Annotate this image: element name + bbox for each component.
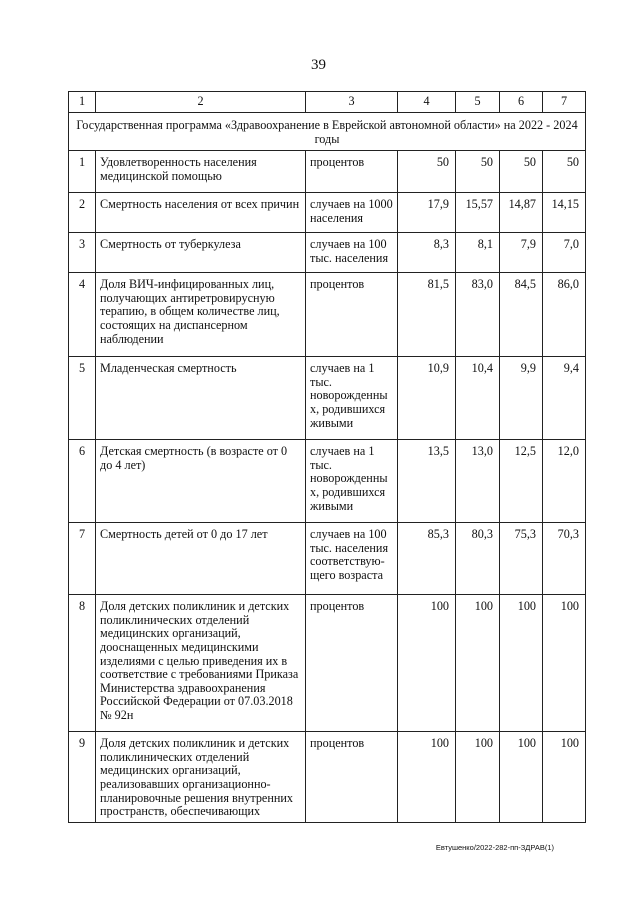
indicator-name: Младенческая смертность: [96, 357, 306, 440]
row-number: 3: [69, 233, 96, 273]
table-row: [69, 732, 586, 823]
value-cell: 85,3: [398, 523, 456, 595]
value-cell: 13,0: [456, 440, 500, 523]
value-cell: 13,5: [398, 440, 456, 523]
header-cell: 3: [306, 92, 398, 113]
unit-cell: случаев на 1 тыс. новорожденных, родившихся живыми: [306, 357, 398, 440]
footer-code: Евтушенко/2022-282-пп-ЗДРАВ(1): [435, 843, 554, 852]
header-cell: 1: [69, 92, 96, 113]
value-cell: 83,0: [456, 273, 500, 357]
row-number: 5: [69, 357, 96, 440]
row-number: 7: [69, 523, 96, 595]
value-cell: 100: [500, 595, 543, 732]
header-cell: 2: [96, 92, 306, 113]
unit-cell: случаев на 100 тыс. населения: [306, 233, 398, 273]
value-cell: 100: [500, 732, 543, 823]
page-number: 39: [311, 57, 326, 73]
value-cell: 14,87: [500, 193, 543, 233]
indicator-name: Смертность детей от 0 до 17 лет: [96, 523, 306, 595]
value-cell: 9,9: [500, 357, 543, 440]
unit-cell: случаев на 1 тыс. новорожденных, родившихся живыми: [306, 440, 398, 523]
table-row: [69, 273, 586, 357]
unit-cell: процентов: [306, 732, 398, 823]
value-cell: 100: [456, 595, 500, 732]
value-cell: 10,9: [398, 357, 456, 440]
value-cell: 50: [543, 151, 586, 193]
value-cell: 12,0: [543, 440, 586, 523]
value-cell: 15,57: [456, 193, 500, 233]
indicators-table: [68, 91, 586, 823]
program-title: Государственная программа «Здравоохранение в Еврейской автономной области» на 2022 - 2024 годы: [69, 113, 586, 151]
table-row: [69, 233, 586, 273]
header-cell: 7: [543, 92, 586, 113]
value-cell: 75,3: [500, 523, 543, 595]
value-cell: 86,0: [543, 273, 586, 357]
value-cell: 7,0: [543, 233, 586, 273]
indicator-name: Детская смертность (в возрасте от 0 до 4 лет): [96, 440, 306, 523]
value-cell: 14,15: [543, 193, 586, 233]
header-row: [69, 92, 586, 113]
table-row: [69, 193, 586, 233]
value-cell: 100: [543, 732, 586, 823]
unit-cell: случаев на 1000 населения: [306, 193, 398, 233]
table-row: [69, 357, 586, 440]
value-cell: 100: [398, 732, 456, 823]
value-cell: 81,5: [398, 273, 456, 357]
indicator-name: Удовлетворенность населения медицинской помощью: [96, 151, 306, 193]
indicator-name: Смертность от туберкулеза: [96, 233, 306, 273]
unit-cell: процентов: [306, 595, 398, 732]
value-cell: 50: [500, 151, 543, 193]
header-cell: 6: [500, 92, 543, 113]
value-cell: 8,3: [398, 233, 456, 273]
value-cell: 7,9: [500, 233, 543, 273]
value-cell: 100: [456, 732, 500, 823]
value-cell: 50: [398, 151, 456, 193]
indicator-name: Доля ВИЧ-инфицированных лиц, получающих антиретровирусную терапию, в общем количестве лиц, состоящих на диспансерном наблюдении: [96, 273, 306, 357]
table-row: [69, 440, 586, 523]
row-number: 8: [69, 595, 96, 732]
unit-cell: процентов: [306, 273, 398, 357]
table-row: [69, 523, 586, 595]
row-number: 2: [69, 193, 96, 233]
program-title-row: [69, 113, 586, 151]
value-cell: 9,4: [543, 357, 586, 440]
indicator-name: Доля детских поликлиник и детских поликлинических отделений медицинских организаций, реализовавших организационно-планировочные решения внутренних пространств, обеспечивающих: [96, 732, 306, 823]
value-cell: 8,1: [456, 233, 500, 273]
value-cell: 84,5: [500, 273, 543, 357]
value-cell: 100: [398, 595, 456, 732]
table-row: [69, 151, 586, 193]
indicator-name: Доля детских поликлиник и детских поликлинических отделений медицинских организаций, дооснащенных медицинскими изделиями с целью приведения их в соответствие с требованиями Приказа Министерства здравоохранения Российской Федерации от 07.03.2018 № 92н: [96, 595, 306, 732]
value-cell: 70,3: [543, 523, 586, 595]
header-cell: 5: [456, 92, 500, 113]
value-cell: 17,9: [398, 193, 456, 233]
header-cell: 4: [398, 92, 456, 113]
unit-cell: процентов: [306, 151, 398, 193]
row-number: 4: [69, 273, 96, 357]
value-cell: 100: [543, 595, 586, 732]
table-row: [69, 595, 586, 732]
value-cell: 10,4: [456, 357, 500, 440]
indicator-name: Смертность населения от всех причин: [96, 193, 306, 233]
row-number: 1: [69, 151, 96, 193]
unit-cell: случаев на 100 тыс. населения соответствую-щего возраста: [306, 523, 398, 595]
value-cell: 12,5: [500, 440, 543, 523]
row-number: 9: [69, 732, 96, 823]
value-cell: 80,3: [456, 523, 500, 595]
value-cell: 50: [456, 151, 500, 193]
row-number: 6: [69, 440, 96, 523]
